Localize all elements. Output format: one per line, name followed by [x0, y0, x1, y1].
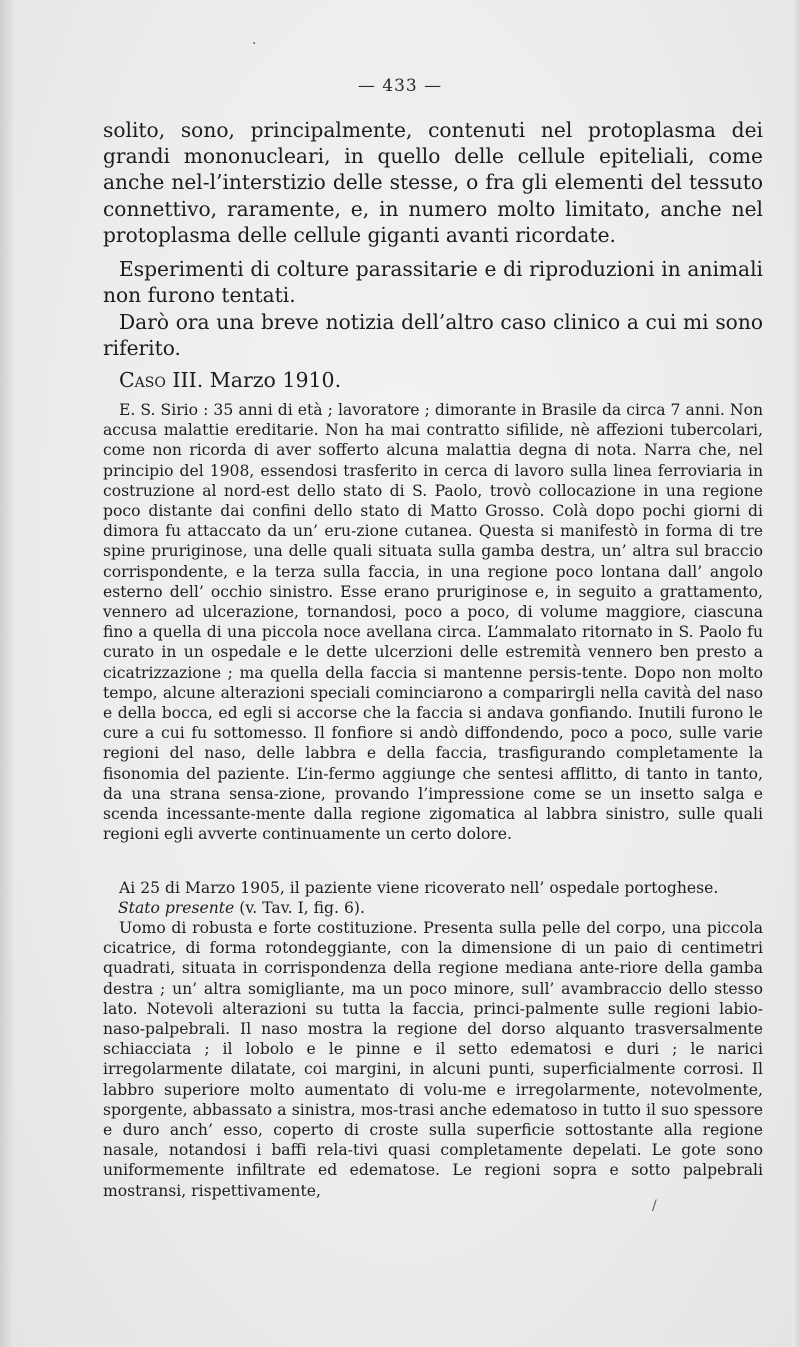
speck-mark: · — [252, 36, 257, 52]
paragraph-text: Esperimenti di colture parassitarie e di riproduzioni in animali non furono tentati. — [103, 257, 763, 308]
stray-mark: / — [652, 1198, 657, 1214]
paragraph-esperimenti — [103, 256, 763, 308]
case-history — [103, 400, 763, 844]
case-number-date: III. Marzo 1910. — [172, 368, 342, 392]
stato-label: Stato presente — [118, 899, 235, 917]
paragraph-protoplasma — [103, 117, 763, 248]
case-examination — [103, 918, 763, 1201]
paragraph-text: E. S. Sirio : 35 anni di età ; lavoratore ; dimorante in Brasile da circa 7 anni. Non accusa malattie ereditarie. Non ha mai contratto sifilide, nè affezioni tubercolari, come non ricorda di aver sofferto alcuna malattia degna di nota. Narra che, nel principio del 1908, essendosi trasferito in cerca di lavoro sulla linea ferroviaria in costruzione al nord-est dello stato di S. Paolo, trovò collocazione in una regione poco distante dai confini dello stato di Matto Grosso. Colà dopo pochi giorni di dimora fu attaccato da un’ eru-zione cutanea. Questa si manifestò in forma di tre spine pruriginose, una delle quali situata sulla gamba destra, un’ altra sul braccio corrispondente, e la terza sulla faccia, in una regione poco lontana dall’ angolo esterno dell’ occhio sinistro. Esse erano pruriginose e, in seguito a grattamento, vennero ad ulcerazione, tornandosi, poco a poco, di volume maggiore, ciascuna fino a quella di una piccola noce avellana circa. L’ammalato ritornato in S. Paolo fu curato in un ospedale e le dette ulcerzioni delle estremità vennero ben presto a cicatrizzazione ; ma quella della faccia si mantenne persis-tente. Dopo non molto tempo, alcune alterazioni speciali cominciarono a comparirgli nella cavità del naso e della bocca, ed egli si accorse che la faccia si andava gonfiando. Inutili furono le cure a cui fu sottomesso. Il fonfiore si andò diffondendo, poco a poco, sulle varie regioni del naso, delle labbra e della faccia, trasfigurando completamente la fisonomia del paziente. L’in-fermo aggiunge che sentesi afflitto, di tanto in tanto, da una strana sensa-zione, provando l’impressione come se un insetto salga e scenda incessante-mente dalla regione zigomatica al labbra sinistro, sulle quali regioni egli avverte continuamente un certo dolore. — [103, 401, 763, 844]
paragraph-notizia — [103, 309, 763, 361]
stato-reference: (v. Tav. I, fig. 6). — [239, 899, 365, 917]
paragraph-text: solito, sono, principalmente, contenuti nel protoplasma dei grandi mononucleari, in quello delle cellule epiteliali, come anche nel-l’interstizio delle stesse, o fra gli elementi del tessuto connettivo, raramente, e, in numero molto limitato, anche nel protoplasma delle cellule giganti avanti ricordate. — [103, 118, 763, 247]
paragraph-text: Uomo di robusta e forte costituzione. Presenta sulla pelle del corpo, una piccola cicatrice, di forma rotondeggiante, con la dimensione di un paio di centimetri quadrati, situata in corrispondenza della regione mediana ante-riore della gamba destra ; un’ altra somigliante, ma un poco minore, sull’ avambraccio dello stesso lato. Notevoli alterazioni su tutta la faccia, princi-palmente sulle regioni labio-naso-palpebrali. Il naso mostra la regione del dorso alquanto trasversalmente schiacciata ; il lobolo e le pinne e il setto edematosi e duri ; le narici irregolarmente dilatate, coi margini, in alcuni punti, superficialmente corrosi. Il labbro superiore molto aumentato di volu-me e irregolarmente, notevolmente, sporgente, abbassato a sinistra, mos-trasi anche edematoso in tutto il suo spessore e duro anch’ esso, coperto di croste sulla superficie sottostante alla regione nasale, notandosi i baffi rela-tivi quasi completamente depelati. Le gote sono uniformemente infiltrate ed edematose. Le regioni sopra e sotto palpebrali mostransi, rispettivamente, — [103, 919, 763, 1200]
case-heading — [119, 368, 341, 392]
paragraph-text: Darò ora una breve notizia dell’altro caso clinico a cui mi sono riferito. — [103, 310, 763, 361]
paragraph-text: Ai 25 di Marzo 1905, il paziente viene ricoverato nell’ ospedale portoghese. — [119, 879, 719, 897]
case-admission — [103, 878, 763, 898]
stato-presente-heading — [118, 898, 365, 918]
page-number: — 433 — — [357, 76, 443, 96]
page-left-edge-shadow — [0, 0, 14, 1347]
page-right-edge-shadow — [792, 0, 800, 1347]
case-label: Caso — [119, 368, 166, 392]
